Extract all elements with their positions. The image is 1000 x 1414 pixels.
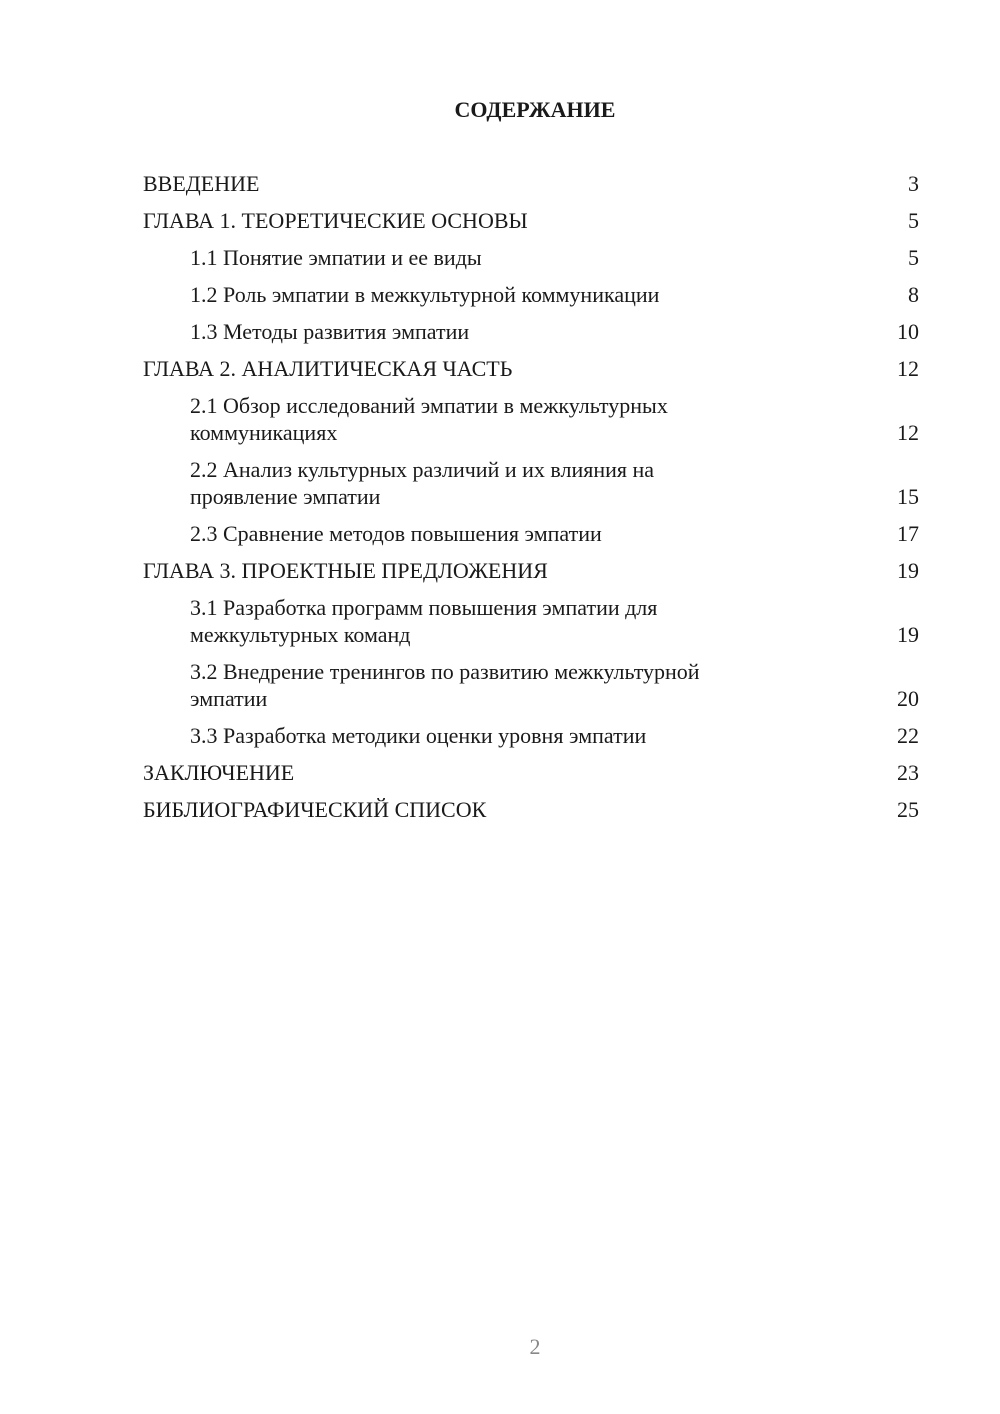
toc-entry-chapter-3[interactable] [143, 557, 919, 584]
toc-entry-3-2[interactable] [143, 658, 919, 712]
toc-page-number: 23 [897, 760, 919, 785]
toc-entry-text: 2.1 Обзор исследований эмпатии в межкультурных [190, 393, 668, 418]
toc-page-number: 19 [897, 622, 919, 647]
toc-entry-2-2[interactable] [143, 456, 919, 510]
toc-entry-text: коммуникациях [190, 420, 338, 445]
toc-entry-text: 2.2 Анализ культурных различий и их влияния на [190, 457, 655, 482]
toc-entry-text: 1.2 Роль эмпатии в межкультурной коммуникации [190, 282, 660, 307]
toc-entry-introduction[interactable] [143, 170, 919, 197]
toc-page-number: 12 [897, 356, 919, 381]
toc-entry-text: 2.3 Сравнение методов повышения эмпатии [190, 521, 602, 546]
toc-entry-text: ВВЕДЕНИЕ [143, 171, 260, 196]
page-number: 2 [529, 1334, 541, 1359]
toc-entry-1-2[interactable] [143, 281, 919, 308]
toc-entry-text: 3.3 Разработка методики оценки уровня эмпатии [190, 723, 647, 748]
toc-page-number: 17 [897, 521, 919, 546]
toc-entry-3-3[interactable] [143, 722, 919, 749]
toc-page-number: 25 [897, 797, 919, 822]
toc-entry-text: 1.1 Понятие эмпатии и ее виды [190, 245, 482, 270]
toc-entry-text: межкультурных команд [190, 622, 411, 647]
toc-entry-bibliography[interactable] [143, 796, 919, 823]
toc-page-number: 10 [897, 319, 919, 344]
toc-page-number: 15 [897, 484, 919, 509]
toc-page-number: 3 [908, 171, 919, 196]
toc-page-number: 8 [908, 282, 919, 307]
toc-entry-text: ЗАКЛЮЧЕНИЕ [143, 760, 295, 785]
toc-entry-text: проявление эмпатии [190, 484, 381, 509]
toc-title: СОДЕРЖАНИЕ [454, 97, 616, 122]
table-of-contents [143, 170, 919, 833]
toc-page-number: 20 [897, 686, 919, 711]
toc-page-number: 22 [897, 723, 919, 748]
toc-page-number: 5 [908, 245, 919, 270]
toc-page-number: 12 [897, 420, 919, 445]
toc-entry-chapter-1[interactable] [143, 207, 919, 234]
toc-entry-text: ГЛАВА 3. ПРОЕКТНЫЕ ПРЕДЛОЖЕНИЯ [143, 558, 548, 583]
toc-entry-text: 3.1 Разработка программ повышения эмпатии для [190, 595, 658, 620]
toc-page-number: 19 [897, 558, 919, 583]
toc-entry-text: ГЛАВА 2. АНАЛИТИЧЕСКАЯ ЧАСТЬ [143, 356, 513, 381]
toc-entry-text: БИБЛИОГРАФИЧЕСКИЙ СПИСОК [143, 797, 487, 822]
toc-entry-1-3[interactable] [143, 318, 919, 345]
toc-page-number: 5 [908, 208, 919, 233]
toc-entry-text: эмпатии [190, 686, 268, 711]
toc-entry-3-1[interactable] [143, 594, 919, 648]
toc-entry-2-1[interactable] [143, 392, 919, 446]
toc-entry-conclusion[interactable] [143, 759, 919, 786]
toc-entry-1-1[interactable] [143, 244, 919, 271]
toc-entry-text: 3.2 Внедрение тренингов по развитию межкультурной [190, 659, 700, 684]
toc-entry-text: ГЛАВА 1. ТЕОРЕТИЧЕСКИЕ ОСНОВЫ [143, 208, 528, 233]
toc-entry-chapter-2[interactable] [143, 355, 919, 382]
toc-entry-2-3[interactable] [143, 520, 919, 547]
toc-entry-text: 1.3 Методы развития эмпатии [190, 319, 470, 344]
